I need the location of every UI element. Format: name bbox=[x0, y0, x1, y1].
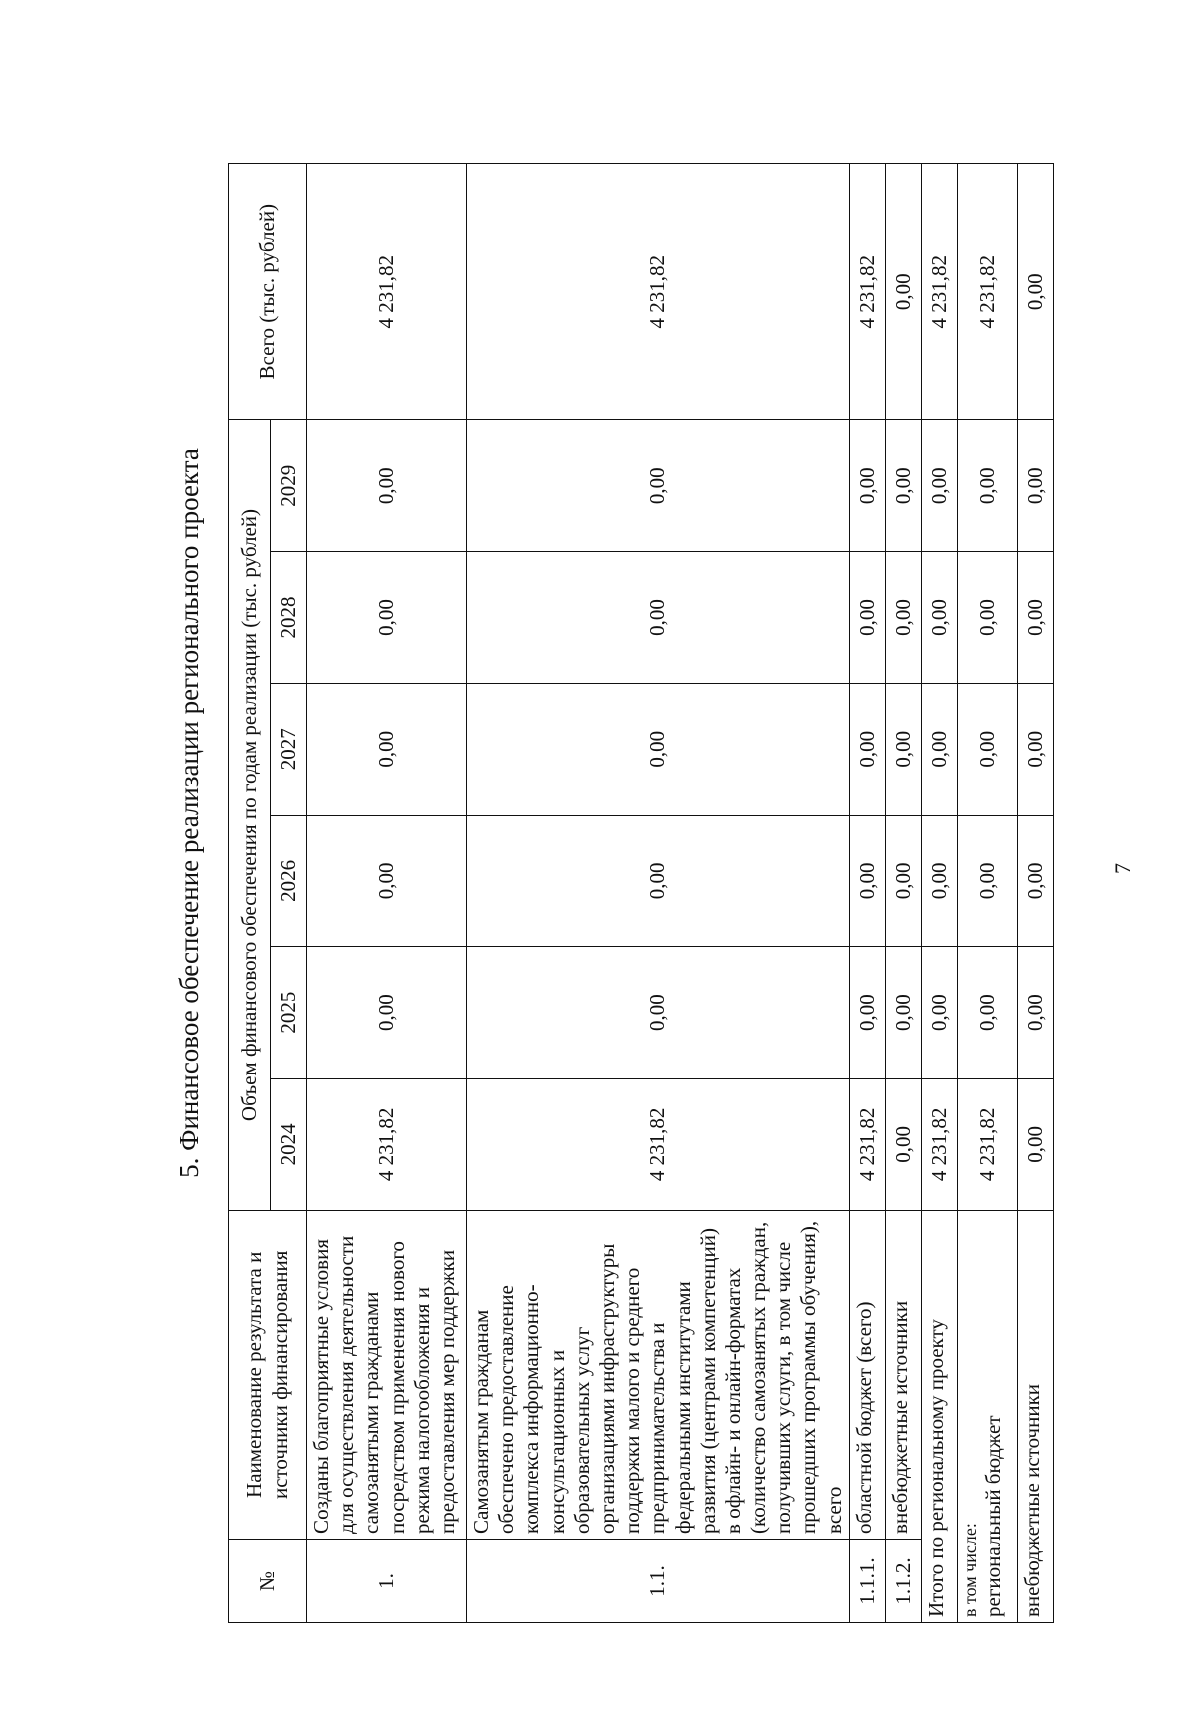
row-value: 0,00 bbox=[467, 420, 850, 552]
v-tom-chisle-label: в том числе: bbox=[959, 1523, 980, 1617]
table-row bbox=[467, 164, 850, 1623]
row-value: 0,00 bbox=[885, 1078, 921, 1210]
header-row-1 bbox=[229, 164, 271, 1623]
itogo-value: 0,00 bbox=[921, 683, 957, 815]
row-value: 0,00 bbox=[849, 815, 885, 947]
header-year: 2025 bbox=[271, 947, 307, 1079]
row-value: 4 231,82 bbox=[307, 1078, 467, 1210]
regional-budget-value: 0,00 bbox=[957, 947, 1017, 1079]
itogo-value: 0,00 bbox=[921, 420, 957, 552]
row-total: 4 231,82 bbox=[849, 164, 885, 420]
extrabudget-total: 0,00 bbox=[1017, 164, 1053, 420]
regional-budget-value: 0,00 bbox=[957, 683, 1017, 815]
regional-budget-label bbox=[957, 1210, 1017, 1622]
row-value: 0,00 bbox=[467, 683, 850, 815]
regional-budget-text: региональный бюджет bbox=[981, 1415, 1006, 1617]
itogo-row bbox=[921, 164, 957, 1623]
regional-budget-total: 4 231,82 bbox=[957, 164, 1017, 420]
row-total: 4 231,82 bbox=[307, 164, 467, 420]
itogo-total: 4 231,82 bbox=[921, 164, 957, 420]
extrabudget-value: 0,00 bbox=[1017, 815, 1053, 947]
header-volume: Объем финансового обеспечения по годам реализации (тыс. рублей) bbox=[229, 420, 271, 1210]
row-name: Созданы благоприятные условия для осуществления деятельности самозанятыми гражданами посредством применения нового режима налогообложения и предоставления мер поддержки bbox=[307, 1210, 467, 1539]
header-year: 2028 bbox=[271, 552, 307, 684]
extrabudget-value: 0,00 bbox=[1017, 552, 1053, 684]
itogo-value: 0,00 bbox=[921, 815, 957, 947]
row-total: 0,00 bbox=[885, 164, 921, 420]
row-value: 0,00 bbox=[849, 552, 885, 684]
header-num: № bbox=[229, 1539, 307, 1622]
header-name: Наименование результата и источники финансирования bbox=[229, 1210, 307, 1539]
header-year: 2026 bbox=[271, 815, 307, 947]
itogo-value: 0,00 bbox=[921, 947, 957, 1079]
row-value: 0,00 bbox=[467, 947, 850, 1079]
page-title: 5. Финансовое обеспечение реализации регионального проекта bbox=[174, 448, 204, 1178]
extrabudget-value: 0,00 bbox=[1017, 683, 1053, 815]
extrabudget-row bbox=[1017, 164, 1053, 1623]
extrabudget-value: 0,00 bbox=[1017, 1078, 1053, 1210]
row-value: 0,00 bbox=[307, 552, 467, 684]
row-name: внебюджетные источники bbox=[885, 1210, 921, 1539]
row-value: 0,00 bbox=[307, 947, 467, 1079]
itogo-value: 4 231,82 bbox=[921, 1078, 957, 1210]
row-total: 4 231,82 bbox=[467, 164, 850, 420]
row-value: 0,00 bbox=[467, 552, 850, 684]
row-value: 0,00 bbox=[467, 815, 850, 947]
itogo-label: Итого по региональному проекту bbox=[921, 1210, 957, 1622]
row-value: 0,00 bbox=[307, 420, 467, 552]
row-value: 4 231,82 bbox=[467, 1078, 850, 1210]
row-value: 0,00 bbox=[849, 947, 885, 1079]
row-value: 0,00 bbox=[849, 420, 885, 552]
extrabudget-value: 0,00 bbox=[1017, 420, 1053, 552]
extrabudget-label: внебюджетные источники bbox=[1017, 1210, 1053, 1622]
row-value: 0,00 bbox=[885, 683, 921, 815]
table-row bbox=[849, 164, 885, 1623]
row-value: 0,00 bbox=[885, 420, 921, 552]
table-row bbox=[307, 164, 467, 1623]
row-num: 1. bbox=[307, 1539, 467, 1622]
row-value: 0,00 bbox=[885, 552, 921, 684]
header-year: 2024 bbox=[271, 1078, 307, 1210]
itogo-value: 0,00 bbox=[921, 552, 957, 684]
row-value: 0,00 bbox=[885, 947, 921, 1079]
row-name: Самозанятым гражданам обеспечено предоставление комплекса информационно-консультационных и образовательных услуг организациями инфраструктуры поддержки малого и среднего предпринимательства и федеральными институтами развития (центрами компетенций) в офлайн- и онлайн-форматах (количество самозанятых граждан, получивших услуги, в том числе прошедших программы обучения), всего bbox=[467, 1210, 850, 1539]
regional-budget-value: 4 231,82 bbox=[957, 1078, 1017, 1210]
extrabudget-value: 0,00 bbox=[1017, 947, 1053, 1079]
row-num: 1.1. bbox=[467, 1539, 850, 1622]
row-value: 0,00 bbox=[307, 815, 467, 947]
row-num: 1.1.2. bbox=[885, 1539, 921, 1622]
row-value: 4 231,82 bbox=[849, 1078, 885, 1210]
row-value: 0,00 bbox=[849, 683, 885, 815]
regional-budget-value: 0,00 bbox=[957, 552, 1017, 684]
header-year: 2027 bbox=[271, 683, 307, 815]
row-name: областной бюджет (всего) bbox=[849, 1210, 885, 1539]
financing-table bbox=[228, 163, 1054, 1623]
row-value: 0,00 bbox=[307, 683, 467, 815]
regional-budget-value: 0,00 bbox=[957, 815, 1017, 947]
row-num: 1.1.1. bbox=[849, 1539, 885, 1622]
page-number: 7 bbox=[1110, 863, 1135, 874]
header-total: Всего (тыс. рублей) bbox=[229, 164, 307, 420]
regional-budget-row bbox=[957, 164, 1017, 1623]
table-row bbox=[885, 164, 921, 1623]
regional-budget-value: 0,00 bbox=[957, 420, 1017, 552]
header-year: 2029 bbox=[271, 420, 307, 552]
row-value: 0,00 bbox=[885, 815, 921, 947]
